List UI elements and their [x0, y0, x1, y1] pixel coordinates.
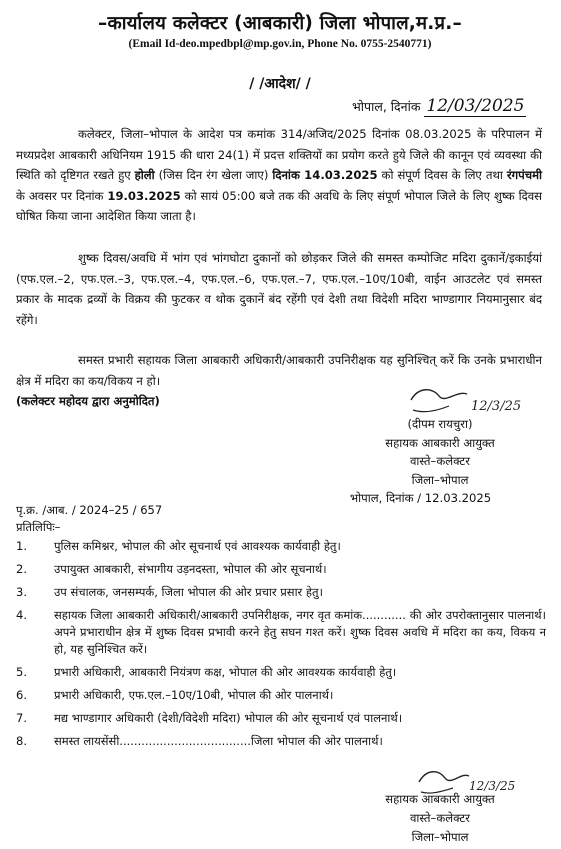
copy-list — [16, 538, 546, 756]
signature-block-2 — [350, 790, 530, 847]
order-paragraph-1 — [16, 124, 542, 227]
list-item-number: 2. — [16, 562, 27, 576]
reference-block — [16, 502, 162, 536]
signatory-date-line: भोपाल, दिनांक / 12.03.2025 — [350, 491, 492, 505]
list-item-text: उप संचालक, जनसम्पर्क, जिला भोपाल की ओर प्रचार प्रसार हेतु। — [54, 585, 323, 599]
list-item-text: मद्य भाण्डागार अधिकारी (देशी/विदेशी मदिरा) भोपाल की ओर सूचनार्थ एवं पालनार्थ। — [54, 711, 403, 725]
list-item — [16, 538, 546, 555]
order-paragraph-2 — [16, 248, 542, 330]
signature-1-date: 12/3/25 — [471, 399, 522, 414]
p1-text-5: को सायं 05:00 बजे तक की अवधि के लिए संपूर्ण भोपाल जिले के लिए शुष्क दिवस घोषित किया जाना आदेशित किया जाता है। — [16, 188, 543, 223]
p1-text-4: के अवसर पर दिनांक — [16, 188, 108, 203]
order-heading: / /आदेश/ / — [249, 76, 311, 92]
list-item-text: प्रभारी अधिकारी, आबकारी नियंत्रण कक्ष, भोपाल की ओर आवश्यक कार्यवाही हेतु। — [54, 665, 397, 679]
list-item-number: 5. — [16, 665, 27, 679]
office-contact: (Email Id-deo.mpedbpl@mp.gov.in, Phone No. 0755-2540771) — [128, 38, 432, 50]
list-item-text: प्रभारी अधिकारी, एफ.एल.–10ए/10बी, भोपाल की ओर पालनार्थ। — [54, 688, 334, 702]
list-item-text: सहायक जिला आबकारी अधिकारी/आबकारी उपनिरीक्षक, नगर वृत कमांक............ की ओर उपरोक्तानुसार पालनार्थ। अपने प्रभाराधीन क्षेत्र में शुष्क दिवस प्रभावी करने हेतु सघन गश्त करें। शुष्क दिवस अवधि में मदिरा का कय, विकय न हो, यह सुनिश्चित करें। — [54, 608, 546, 656]
copy-to-label: प्रतिलिपिः– — [16, 520, 61, 534]
signatory-2-district: जिला–भोपाल — [411, 830, 469, 844]
signatory-2-for: वास्ते–कलेक्टर — [409, 811, 471, 825]
signature-1-scribble — [405, 380, 525, 420]
p1-rangpanchami: रंगपंचमी — [506, 168, 543, 182]
p1-date-1: दिनांक 14.03.2025 — [272, 168, 378, 182]
p1-text-2: (जिस दिन रंग खेला जाए) — [154, 168, 273, 182]
signatory-district: जिला–भोपाल — [411, 472, 469, 487]
list-item-text: पुलिस कमिश्नर, भोपाल की ओर सूचनार्थ एवं आवश्यक कार्यवाही हेतु। — [54, 539, 341, 553]
p1-text-1: कलेक्टर, जिला–भोपाल के आदेश पत्र कमांक 314/अजिद/2025 दिनांक 08.03.2025 के परिपालन में मध्यप्रदेश आबकारी अधिनियम 1915 की धारा 24(1) में प्रदत्त शक्तियों का प्रयोग करते हुये जिले की कानून एवं व्यवस्था की स्थिति को दृष्टिगत रखते हुए — [16, 127, 542, 182]
list-item-number: 6. — [16, 688, 27, 702]
list-item — [16, 733, 546, 750]
list-item — [16, 584, 546, 601]
signatory-name: (दीपम रायचुरा) — [407, 417, 473, 431]
list-item-number: 1. — [16, 539, 27, 553]
list-item — [16, 561, 546, 578]
list-item — [16, 687, 546, 704]
signature-block-1 — [350, 415, 530, 508]
signatory-2-designation: सहायक आबकारी आयुक्त — [385, 792, 495, 806]
signatory-designation: सहायक आबकारी आयुक्त — [385, 435, 495, 450]
p1-holi: होली — [134, 168, 155, 182]
list-item-number: 8. — [16, 734, 27, 748]
approval-note: (कलेक्टर महोदय द्वारा अनुमोदित) — [16, 394, 160, 408]
list-item-text: समस्त लायसेंसी....................................जिला भोपाल की ओर पालनार्थ। — [54, 734, 383, 748]
list-item-number: 7. — [16, 711, 27, 725]
signature-2-date: 12/3/25 — [469, 779, 515, 793]
p2-text: शुष्क दिवस/अवधि में भांग एवं भांगघोटा दुकानों को छोड़कर जिले की समस्त कम्पोजिट मदिरा दुकानें/इकाईयां (एफ.एल.–2, एफ.एल.–3, एफ.एल.–4, एफ.एल.–6, एफ.एल.–7, एफ.एल.–10ए/10बी, वाईन आउटलेट एवं समस्त प्रकार के मादक द्रव्यों के विक्रय की फुटकर व थोक दुकानें बंद रहेंगी एवं देशी तथा विदेशी मदिरा भाण्डागार नियमानुसार बंद रहेंगे। — [16, 251, 542, 327]
list-item — [16, 710, 546, 727]
list-item-number: 3. — [16, 585, 27, 599]
reference-number: पृ.क्र. /आब. / 2024–25 / 657 — [16, 503, 163, 517]
p1-date-2: 19.03.2025 — [107, 188, 181, 203]
p1-text-3: को संपूर्ण दिवस के लिए तथा — [377, 168, 507, 182]
p3-text: समस्त प्रभारी सहायक जिला आबकारी अधिकारी/आबकारी उपनिरीक्षक यह सुनिश्चित् करें कि उनके प्रभाराधीन क्षेत्र में मदिरा का कय/विकय न हो। — [16, 353, 542, 388]
order-date-line — [352, 96, 526, 117]
order-date-label: भोपाल, दिनांक — [352, 99, 421, 114]
list-item — [16, 607, 546, 658]
signatory-for: वास्ते–कलेक्टर — [409, 454, 471, 468]
office-title: –कार्यालय कलेक्टर (आबकारी) जिला भोपाल,म.प्र.– — [98, 13, 462, 34]
list-item-number: 4. — [16, 608, 27, 622]
list-item-text: उपायुक्त आबकारी, संभागीय उड़नदस्ता, भोपाल की ओर सूचनार्थ। — [54, 562, 327, 576]
order-date-handwritten: 12/03/2025 — [426, 96, 525, 116]
list-item — [16, 664, 546, 681]
